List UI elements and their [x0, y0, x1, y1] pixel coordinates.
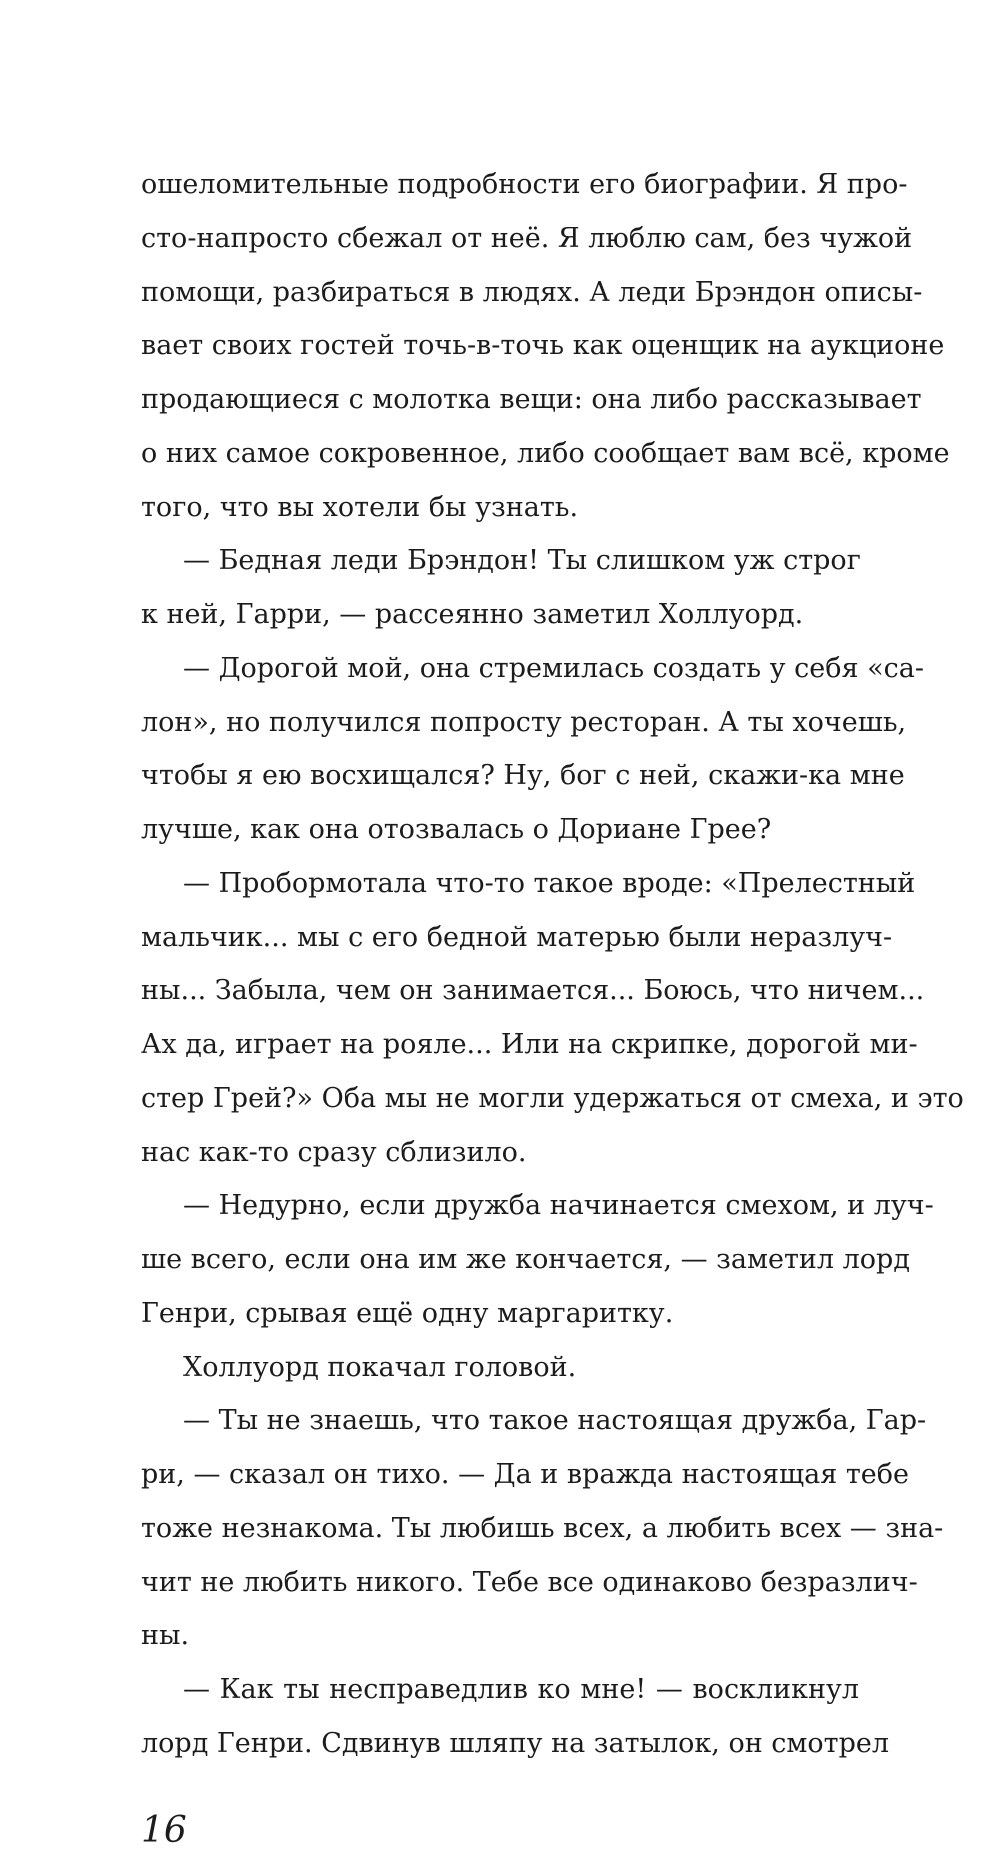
text-line: — Как ты несправедлив ко мне! — воскликнул: [183, 1674, 859, 1705]
text-line: ри, — сказал он тихо. — Да и вражда настоящая тебе: [141, 1459, 910, 1490]
text-line: о них самое сокровенное, либо сообщает вам всё, кроме: [141, 437, 950, 469]
text-line: — Бедная леди Брэндон! Ты слишком уж строг: [183, 545, 861, 577]
text-line: Генри, срывая ещё одну маргаритку.: [141, 1297, 674, 1329]
text-line: ны.: [141, 1620, 190, 1652]
text-line: ше всего, если она им же кончается, — заметил лорд: [141, 1244, 910, 1275]
text-line: продающиеся с молотка вещи: она либо рассказывает: [141, 384, 922, 415]
page-number: 16: [141, 1810, 187, 1851]
text-line: ошеломительные подробности его биографии. Я про-: [141, 169, 908, 200]
text-line: того, что вы хотели бы узнать.: [141, 491, 579, 523]
text-line: сто-напросто сбежал от неё. Я люблю сам, без чужой: [141, 222, 913, 254]
text-line: чтобы я ею восхищался? Ну, бог с ней, скажи-ка мне: [141, 760, 905, 792]
text-line: вает своих гостей точь-в-точь как оценщик на аукционе: [141, 330, 945, 362]
text-line: ны... Забыла, чем он занимается... Боюсь, что ничем...: [141, 975, 925, 1007]
text-line: — Пробормотала что-то такое вроде: «Прелестный: [183, 867, 916, 899]
text-line: чит не любить никого. Тебе все одинаково безразлич-: [141, 1566, 918, 1598]
text-line: лорд Генри. Сдвинув шляпу на затылок, он смотрел: [141, 1727, 890, 1759]
text-line: — Дорогой мой, она стремилась создать у себя «са-: [183, 652, 924, 684]
text-line: помощи, разбираться в людях. А леди Брэндон описы-: [141, 276, 923, 308]
text-line: — Ты не знаешь, что такое настоящая дружба, Гар-: [183, 1405, 927, 1437]
text-line: мальчик... мы с его бедной матерью были неразлуч-: [141, 921, 893, 953]
text-line: нас как-то сразу сблизило.: [141, 1136, 527, 1168]
text-line: лон», но получился попросту ресторан. А ты хочешь,: [141, 706, 907, 738]
text-line: стер Грей?» Оба мы не могли удержаться от смеха, и это: [141, 1082, 964, 1114]
text-line: — Недурно, если дружба начинается смехом, и луч-: [183, 1190, 934, 1222]
text-line: лучше, как она отозвалась о Дориане Грее?: [141, 814, 772, 845]
text-line: к ней, Гарри, — рассеянно заметил Холлуорд.: [141, 599, 804, 630]
body-text: [141, 158, 964, 1771]
text-line: Ах да, играет на рояле... Или на скрипке, дорогой ми-: [141, 1029, 918, 1060]
text-line: Холлуорд покачал головой.: [183, 1351, 577, 1383]
text-line: тоже незнакома. Ты любишь всех, а любить всех — зна-: [141, 1512, 944, 1544]
